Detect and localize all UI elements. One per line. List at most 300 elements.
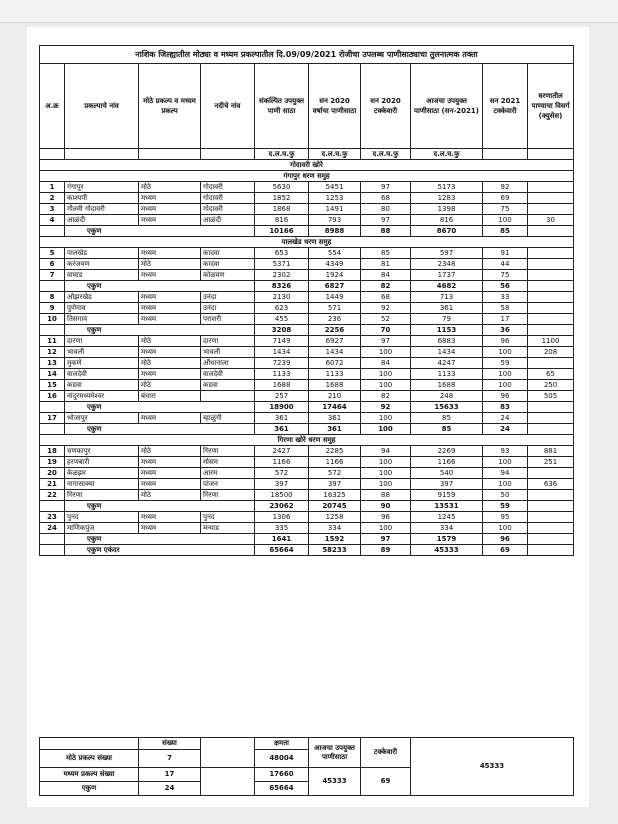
summary-total-label: एकुण [40,782,139,796]
region-heading: गोदावरी खोरे [40,160,574,171]
table-row [40,347,574,358]
cell-y2020: 1133 [309,369,361,380]
cell-today: 334 [411,523,483,534]
cell-p2021: 93 [483,446,528,457]
cell-today: 1133 [411,369,483,380]
total-p2020: 89 [361,545,411,556]
cell-dis: 208 [528,347,574,358]
total-dis [528,402,574,413]
cell-p2021: 91 [483,248,528,259]
total-p2020: 70 [361,325,411,336]
cell-p2021: 94 [483,468,528,479]
cell-p2021: 69 [483,193,528,204]
cell-cap: 572 [255,468,309,479]
cell-dis: 251 [528,457,574,468]
total-label: एकुण [65,424,255,435]
total-p2020: 82 [361,281,411,292]
total-label: एकुण [65,534,255,545]
cell-today: 397 [411,479,483,490]
total-label: एकुण [65,226,255,237]
cell-sr: 10 [40,314,65,325]
cell-today: 2269 [411,446,483,457]
cell-p2020: 92 [361,303,411,314]
cell-river: गोदावरी [201,193,255,204]
cell-dis [528,490,574,501]
cell-sr: 21 [40,479,65,490]
cell-p2021: 100 [483,380,528,391]
cell-type: मोठे [139,446,201,457]
cell-sr: 23 [40,512,65,523]
cell-p2020: 68 [361,292,411,303]
summary-total-count: 24 [139,782,201,796]
cell-p2021: 24 [483,413,528,424]
cell-p2021: 50 [483,490,528,501]
cell-sr: 7 [40,270,65,281]
table-title: नाशिक जिल्ह्यातील मोठ्या व मध्यम प्रकल्पातील दि.09/09/2021 रोजीचा उपलब्ध पाणीसाठ्याचा तुलनात्मक तक्ता [40,46,574,64]
cell-name: करंजवण [65,259,139,270]
total-p2021: 83 [483,402,528,413]
cell-dis: 250 [528,380,574,391]
total-p2021: 69 [483,545,528,556]
table-row [40,215,574,226]
cell-sr: 14 [40,369,65,380]
cell-today: 79 [411,314,483,325]
cell-sr: 5 [40,248,65,259]
cell-river: उनंदा [201,292,255,303]
cell-sr: 19 [40,457,65,468]
table-row [40,512,574,523]
cell-p2021: 59 [483,358,528,369]
cell-y2020: 1688 [309,380,361,391]
cell-p2021: 100 [483,347,528,358]
cell-dis [528,303,574,314]
cell-y2020: 2285 [309,446,361,457]
unit-2020-pct: द.ल.घ.फु [361,149,411,160]
cell-sr: 4 [40,215,65,226]
header-2020-storage: सन 2020 वर्षाचा पाणीसाठा [309,64,361,149]
cell-sr: 8 [40,292,65,303]
cell-p2021: 95 [483,512,528,523]
water-storage-table [39,45,574,556]
cell-name: वालदेवी [65,369,139,380]
total-today: 1153 [411,325,483,336]
cell-dis: 1100 [528,336,574,347]
total-row [40,534,574,545]
cell-sr: 3 [40,204,65,215]
total-dis [528,325,574,336]
total-today: 1579 [411,534,483,545]
header-sr: अ.क्र [40,64,65,149]
header-2021-percent: सन 2021 टक्केवारी [483,64,528,149]
cell-river: कादवा [201,248,255,259]
cell-dis [528,413,574,424]
cell-name: नागासाक्या [65,479,139,490]
cell-cap: 7239 [255,358,309,369]
document-page [27,27,589,807]
cell-cap: 1133 [255,369,309,380]
cell-sr: 9 [40,303,65,314]
table-row [40,292,574,303]
cell-name: पुणेगाव [65,303,139,314]
total-label: एकुण [65,402,255,413]
table-row [40,182,574,193]
cell-p2021: 92 [483,182,528,193]
cell-p2020: 84 [361,270,411,281]
cell-today: 540 [411,468,483,479]
cell-p2020: 100 [361,468,411,479]
cell-dis [528,314,574,325]
cell-type: मोठे [139,358,201,369]
cell-sr: 13 [40,358,65,369]
total-y2020: 58233 [309,545,361,556]
cell-y2020: 1924 [309,270,361,281]
cell-p2020: 97 [361,336,411,347]
cell-p2021: 100 [483,523,528,534]
cell-name: कडवा [65,380,139,391]
total-y2020: 8988 [309,226,361,237]
cell-cap: 7149 [255,336,309,347]
total-row [40,501,574,512]
total-p2020: 97 [361,534,411,545]
header-river: नदीचे नांव [201,64,255,149]
cell-cap: 335 [255,523,309,534]
cell-p2020: 81 [361,259,411,270]
cell-name: भोजापुर [65,413,139,424]
cell-type: मध्यम [139,523,201,534]
total-p2021: 85 [483,226,528,237]
cell-sr: 24 [40,523,65,534]
cell-dis: 30 [528,215,574,226]
unit-capacity: द.ल.घ.फु [255,149,309,160]
total-p2020: 100 [361,424,411,435]
cell-river: गिरणा [201,490,255,501]
cell-y2020: 236 [309,314,361,325]
cell-today: 713 [411,292,483,303]
cell-river: भावली [201,347,255,358]
cell-type: मोठे [139,336,201,347]
total-row [40,402,574,413]
cell-name: भावली [65,347,139,358]
cell-name: पुनद [65,512,139,523]
header-2020-percent: सन 2020 टक्केवारी [361,64,411,149]
cell-sr: 12 [40,347,65,358]
total-y2020: 20745 [309,501,361,512]
cell-cap: 1868 [255,204,309,215]
cell-y2020: 397 [309,479,361,490]
summary-capacity-label: क्षमता [255,738,309,750]
cell-type: बंधारा [139,391,201,402]
cell-today: 1245 [411,512,483,523]
total-label: एकुण [65,501,255,512]
cell-p2020: 68 [361,193,411,204]
summary-pct-value: 69 [361,768,411,796]
cell-p2021: 96 [483,391,528,402]
total-dis [528,545,574,556]
cell-river: गोदावरी [201,204,255,215]
table-row [40,391,574,402]
table-row [40,204,574,215]
cell-dis [528,248,574,259]
cell-today: 5173 [411,182,483,193]
total-y2020: 17464 [309,402,361,413]
header-capacity: संकल्पित उपयुक्त पाणी साठा [255,64,309,149]
cell-y2020: 361 [309,413,361,424]
summary-medium-label: मध्यम प्रकल्प संख्या [40,768,139,782]
cell-p2020: 97 [361,182,411,193]
cell-y2020: 1253 [309,193,361,204]
cell-river: पुनद [201,512,255,523]
cell-today: 1737 [411,270,483,281]
cell-sr: 17 [40,413,65,424]
total-row [40,226,574,237]
summary-big-count: 7 [139,750,201,768]
cell-today: 1434 [411,347,483,358]
cell-cap: 816 [255,215,309,226]
summary-pct-label: टक्केवारी [361,738,411,768]
cell-river: मोसम [201,457,255,468]
cell-cap: 1852 [255,193,309,204]
table-row [40,314,574,325]
cell-y2020: 1434 [309,347,361,358]
cell-cap: 361 [255,413,309,424]
cell-type: मोठे [139,259,201,270]
cell-name: मुकणे [65,358,139,369]
cell-river: कादवा [201,259,255,270]
cell-type: मध्यम [139,512,201,523]
cell-p2021: 75 [483,270,528,281]
cell-dis [528,193,574,204]
summary-total-capacity: 65664 [255,782,309,796]
cell-p2020: 82 [361,391,411,402]
cell-cap: 1306 [255,512,309,523]
total-today: 8670 [411,226,483,237]
cell-dis: 636 [528,479,574,490]
cell-dis [528,358,574,369]
summary-medium-count: 17 [139,768,201,782]
cell-cap: 5371 [255,259,309,270]
cell-cap: 397 [255,479,309,490]
total-label: एकुण [65,325,255,336]
cell-today: 2348 [411,259,483,270]
cell-cap: 653 [255,248,309,259]
summary-today-label: आजचा उपयुक्त पाणीसाठा [309,738,361,768]
table-row [40,523,574,534]
cell-cap: 2130 [255,292,309,303]
cell-p2021: 96 [483,336,528,347]
cell-p2021: 100 [483,215,528,226]
table-row [40,193,574,204]
cell-river: पराशरी [201,314,255,325]
cell-cap: 455 [255,314,309,325]
total-row [40,325,574,336]
cell-sr: 6 [40,259,65,270]
cell-today: 1398 [411,204,483,215]
cell-sr: 1 [40,182,65,193]
cell-cap: 1688 [255,380,309,391]
cell-y2020: 1258 [309,512,361,523]
total-cap: 65664 [255,545,309,556]
cell-name: चणकापुर [65,446,139,457]
total-p2020: 88 [361,226,411,237]
total-dis [528,501,574,512]
total-dis [528,534,574,545]
cell-y2020: 572 [309,468,361,479]
cell-p2020: 80 [361,204,411,215]
total-cap: 10166 [255,226,309,237]
cell-type: मध्यम [139,479,201,490]
cell-cap: 2302 [255,270,309,281]
cell-river: कोळवण [201,270,255,281]
cell-today: 6883 [411,336,483,347]
total-row [40,281,574,292]
table-row [40,457,574,468]
table-row [40,259,574,270]
cell-p2021: 58 [483,303,528,314]
group-heading: गंगापुर धरण समुह [40,171,574,182]
cell-y2020: 16325 [309,490,361,501]
total-dis [528,226,574,237]
table-row [40,380,574,391]
cell-p2020: 100 [361,457,411,468]
table-row [40,490,574,501]
cell-name: गौतमी गोदावरी [65,204,139,215]
cell-p2021: 100 [483,457,528,468]
cell-p2020: 85 [361,248,411,259]
cell-name: गिरणा [65,490,139,501]
total-p2021: 56 [483,281,528,292]
table-row [40,303,574,314]
cell-y2020: 6927 [309,336,361,347]
cell-river: गोदावरी [201,182,255,193]
table-row [40,369,574,380]
total-p2021: 24 [483,424,528,435]
cell-y2020: 554 [309,248,361,259]
cell-river: औंधानाला [201,358,255,369]
table-row [40,468,574,479]
summary-today-value: 45333 [309,768,361,796]
cell-name: दारणा [65,336,139,347]
cell-p2021: 100 [483,479,528,490]
unit-2020: द.ल.घ.फु [309,149,361,160]
summary-medium-capacity: 17660 [255,768,309,782]
cell-p2020: 96 [361,512,411,523]
cell-river [201,391,255,402]
total-p2021: 96 [483,534,528,545]
total-row [40,424,574,435]
cell-river: म्हाळुंगी [201,413,255,424]
total-cap: 361 [255,424,309,435]
group-heading: गिरणा खोरे धरण समुह [40,435,574,446]
cell-p2020: 100 [361,523,411,534]
total-today: 15633 [411,402,483,413]
cell-y2020: 5451 [309,182,361,193]
cell-name: नांदुरमध्यमेश्वर [65,391,139,402]
cell-y2020: 210 [309,391,361,402]
total-today: 13531 [411,501,483,512]
cell-type: मध्यम [139,270,201,281]
cell-name: तिसगाव [65,314,139,325]
total-y2020: 6827 [309,281,361,292]
cell-p2021: 33 [483,292,528,303]
cell-sr: 22 [40,490,65,501]
cell-today: 1166 [411,457,483,468]
table-row [40,479,574,490]
cell-sr: 11 [40,336,65,347]
cell-river: वालदेवी [201,369,255,380]
cell-dis [528,512,574,523]
total-p2020: 92 [361,402,411,413]
cell-today: 248 [411,391,483,402]
cell-dis [528,468,574,479]
cell-p2020: 88 [361,490,411,501]
cell-dis [528,182,574,193]
cell-p2020: 94 [361,446,411,457]
cell-today: 816 [411,215,483,226]
table-row [40,248,574,259]
cell-river: उनंदा [201,303,255,314]
total-y2020: 361 [309,424,361,435]
cell-name: ओझरखेड [65,292,139,303]
total-label: एकुण [65,281,255,292]
cell-p2020: 100 [361,369,411,380]
cell-river: आरम [201,468,255,479]
header-discharge: धरणातील पाण्याचा विसर्ग (क्युसेस) [528,64,574,149]
cell-p2020: 97 [361,215,411,226]
table-row [40,270,574,281]
cell-river: आळंदी [201,215,255,226]
total-cap: 18900 [255,402,309,413]
cell-name: पालखेड [65,248,139,259]
cell-name: माणिकपुंज [65,523,139,534]
summary-count-label: संख्या [139,738,201,750]
cell-river: दारणा [201,336,255,347]
cell-type: मध्यम [139,468,201,479]
table-row [40,358,574,369]
cell-river: मन्याड [201,523,255,534]
cell-dis: 881 [528,446,574,457]
cell-dis [528,204,574,215]
cell-y2020: 1166 [309,457,361,468]
cell-p2020: 100 [361,347,411,358]
cell-today: 9159 [411,490,483,501]
cell-p2020: 52 [361,314,411,325]
cell-type: मध्यम [139,248,201,259]
cell-p2020: 100 [361,413,411,424]
header-type: मोठे प्रकल्प व मध्यम प्रकल्प [139,64,201,149]
cell-y2020: 793 [309,215,361,226]
cell-p2020: 100 [361,380,411,391]
cell-p2021: 17 [483,314,528,325]
cell-cap: 257 [255,391,309,402]
cell-sr: 15 [40,380,65,391]
cell-river: पांजन [201,479,255,490]
cell-sr: 18 [40,446,65,457]
viewer-top-bar [0,0,618,23]
total-p2021: 59 [483,501,528,512]
cell-type: मध्यम [139,193,201,204]
cell-cap: 5630 [255,182,309,193]
summary-big-label: मोठे प्रकल्प संख्या [40,750,139,768]
cell-dis [528,270,574,281]
cell-name: आळंदी [65,215,139,226]
cell-y2020: 571 [309,303,361,314]
cell-type: मध्यम [139,303,201,314]
cell-name: हरणबारी [65,457,139,468]
total-cap: 23062 [255,501,309,512]
cell-today: 597 [411,248,483,259]
total-dis [528,424,574,435]
cell-today: 361 [411,303,483,314]
